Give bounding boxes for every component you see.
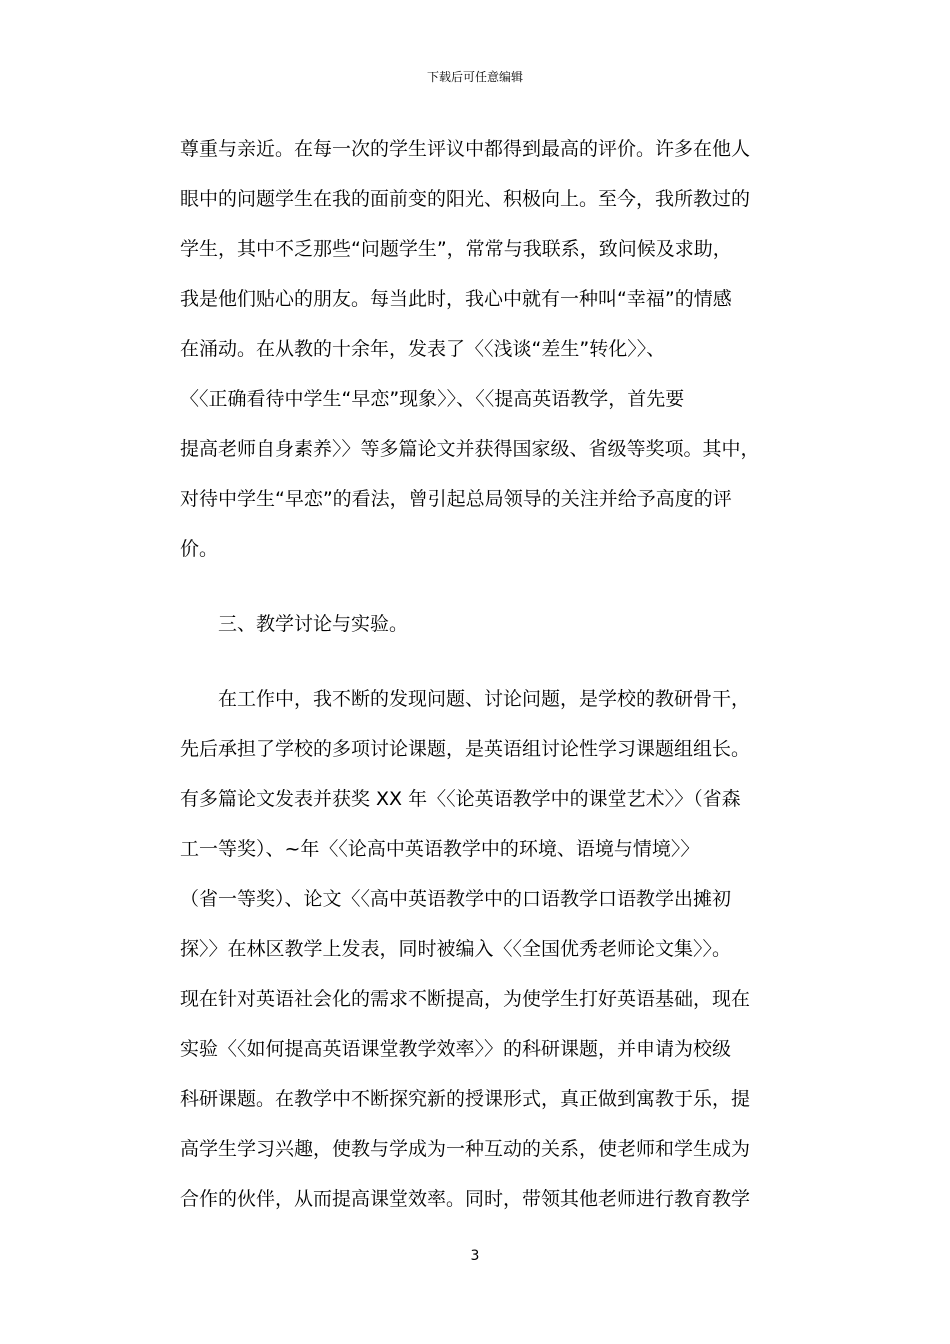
- text-line: 有多篇论文发表并获奖 XX 年〈〈论英语教学中的课堂艺术〉〉（省森: [180, 788, 741, 810]
- text-line: 工一等奖）、~年〈〈论高中英语教学中的环境、语境与情境〉〉: [180, 838, 700, 860]
- text-line: 〈〈正确看待中学生“早恋”现象〉〉、〈〈提高英语教学，首先要: [180, 388, 685, 410]
- text-line: 合作的伙伴，从而提高课堂效率。同时，带领其他老师进行教育教学: [180, 1188, 751, 1210]
- text-line: 在工作中，我不断的发现问题、讨论问题，是学校的教研骨干，: [218, 688, 751, 710]
- page-number: 3: [470, 1248, 480, 1264]
- text-line: 在涌动。在从教的十余年，发表了〈〈浅谈“差生”转化〉〉、: [180, 338, 666, 360]
- section-heading: 三、教学讨论与实验。: [218, 613, 409, 635]
- text-line: 学生，其中不乏那些“问题学生”，常常与我联系，致问候及求助，: [180, 238, 732, 260]
- text-line: 价。: [180, 538, 219, 560]
- text-line: 对待中学生“早恋”的看法，曾引起总局领导的关注并给予高度的评: [180, 488, 732, 510]
- document-body: [180, 137, 780, 1227]
- text-line: 探〉〉在林区教学上发表，同时被编入〈〈全国优秀老师论文集〉〉。: [180, 938, 732, 960]
- text-line: 现在针对英语社会化的需求不断提高，为使学生打好英语基础，现在: [180, 988, 751, 1010]
- text-line: （省一等奖）、论文〈〈高中英语教学中的口语教学口语教学出摊初: [180, 888, 732, 910]
- text-line: 眼中的问题学生在我的面前变的阳光、积极向上。至今，我所教过的: [180, 188, 751, 210]
- text-line: 实验〈〈如何提高英语课堂教学效率〉〉的科研课题，并申请为校级: [180, 1038, 732, 1060]
- text-line: 科研课题。在教学中不断探究新的授课形式，真正做到寓教于乐，提: [180, 1088, 751, 1110]
- text-line: 尊重与亲近。在每一次的学生评议中都得到最高的评价。许多在他人: [180, 138, 751, 160]
- text-line: 高学生学习兴趣，使教与学成为一种互动的关系，使老师和学生成为: [180, 1138, 751, 1160]
- text-line: 提高老师自身素养〉〉等多篇论文并获得国家级、省级等奖项。其中，: [180, 438, 760, 460]
- text-line: 我是他们贴心的朋友。每当此时，我心中就有一种叫“幸福”的情感: [180, 288, 732, 310]
- text-line: 先后承担了学校的多项讨论课题，是英语组讨论性学习课题组组长。: [180, 738, 751, 760]
- page-header: 下载后可任意编辑: [426, 70, 523, 84]
